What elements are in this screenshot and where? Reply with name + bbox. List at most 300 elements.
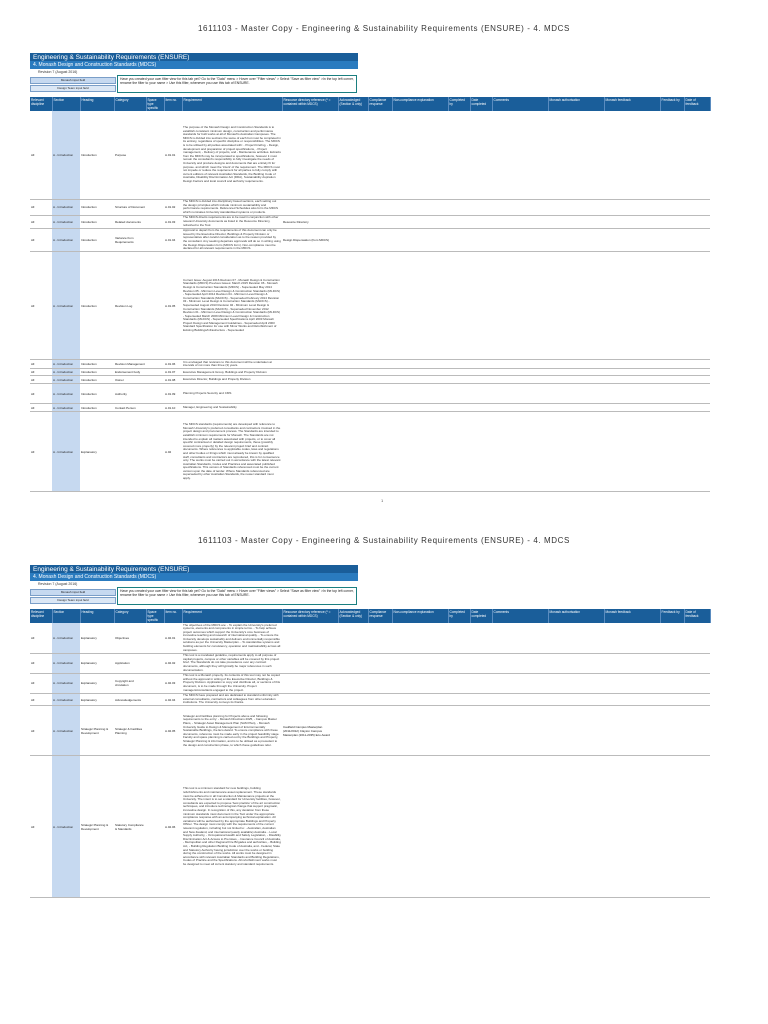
cell-heading[interactable]: Explanatory	[80, 653, 114, 673]
cell-disc[interactable]: All	[30, 384, 52, 404]
cell-empty[interactable]	[470, 706, 492, 756]
cell-empty[interactable]	[338, 404, 368, 412]
cell-empty[interactable]	[470, 199, 492, 215]
cell-item[interactable]: A.01.10	[164, 404, 182, 412]
cell-disc[interactable]: All	[30, 215, 52, 228]
cell-empty[interactable]	[392, 404, 448, 412]
cell-empty[interactable]	[604, 360, 660, 369]
cell-empty[interactable]	[684, 228, 710, 252]
cell-empty[interactable]	[392, 252, 448, 360]
cell-empty[interactable]	[684, 369, 710, 376]
cell-empty[interactable]	[392, 653, 448, 673]
column-header[interactable]: Non-compliance explanation	[392, 609, 448, 623]
cell-empty[interactable]	[548, 360, 604, 369]
cell-empty[interactable]	[448, 404, 470, 412]
column-header[interactable]: Heading	[80, 97, 114, 111]
cell-empty[interactable]	[492, 706, 548, 756]
cell-empty[interactable]	[492, 693, 548, 706]
cell-empty[interactable]	[548, 384, 604, 404]
cell-item[interactable]: A.02	[164, 412, 182, 492]
cell-category[interactable]: Structure of Document	[114, 199, 146, 215]
cell-empty[interactable]	[392, 412, 448, 492]
cell-empty[interactable]	[470, 673, 492, 693]
cell-empty[interactable]	[470, 404, 492, 412]
cell-empty[interactable]	[548, 706, 604, 756]
cell-res[interactable]	[282, 252, 338, 360]
cell-item[interactable]: A.02.02	[164, 653, 182, 673]
cell-res[interactable]	[282, 412, 338, 492]
cell-empty[interactable]	[684, 653, 710, 673]
cell-res[interactable]	[282, 384, 338, 404]
cell-req[interactable]: This tool is a Monash property. Its contents of this tool may not be copied without the approval in writing of the Executive Director, Buildings & Property Division. Application to copy and distribute all, or sections of this document, is to be made through the University. Project managers/consultants engaged to the project.	[183, 673, 281, 692]
cell-empty[interactable]	[368, 215, 392, 228]
cell-empty[interactable]	[492, 369, 548, 376]
cell-empty[interactable]	[470, 376, 492, 384]
cell-empty[interactable]	[660, 404, 684, 412]
cell-req[interactable]: Executive Director, Buildings and Property Division	[182, 376, 282, 384]
cell-res[interactable]	[282, 111, 338, 199]
cell-empty[interactable]	[392, 623, 448, 653]
cell-category[interactable]: Application	[114, 653, 146, 673]
cell-heading[interactable]: Explanatory	[80, 623, 114, 653]
cell-empty[interactable]	[684, 693, 710, 706]
cell-empty[interactable]	[548, 412, 604, 492]
cell-category[interactable]: Authority	[114, 384, 146, 404]
cell-req[interactable]: Planning Projects Security and CMS	[182, 384, 282, 404]
cell-req[interactable]: Strategic and facilities planning for Projects above and following requirements to the entry: - Monash Directions 2025, - Campus Master Plans, - Strategic Asset Management Plan (SAM Plan), - Monash University Guide to Design & Management of Environmentally Sustainable Buildings, the Eco Award. To ensure compliance with these documents, reference must be made early in the project feasibility stage. Faculty and space planning is carried out by the Buildings and Property, Strategic Planning & information, and is to be utilised as a precedent to the design and construction phase, to which these guidelines refer.	[182, 706, 282, 756]
cell-req[interactable]: The objectives of the MDCS are: - To explain the University's preferred systems, elements and components in simple terms. - To help achieve project outcomes which support the University's core business of innovative teaching and research of international quality. - To ensure the University develops sustainably and delivers environmentally responsible solutions as per the University Masterplan. - To standardise systems and building elements for consistency, operation and maintainability across all campuses.	[183, 623, 281, 652]
cell-empty[interactable]	[338, 384, 368, 404]
cell-empty[interactable]	[368, 653, 392, 673]
cell-req[interactable]: The MDCS have prepared and are dedicated to standard uniformity with external consultants, contractors and colleagues from other education institutions. The University conveys its thanks.	[182, 693, 282, 706]
cell-empty[interactable]	[338, 228, 368, 252]
cell-disc[interactable]: All	[30, 673, 52, 693]
cell-empty[interactable]	[146, 412, 164, 492]
column-header[interactable]: Section	[52, 609, 80, 623]
cell-empty[interactable]	[368, 706, 392, 756]
cell-empty[interactable]	[392, 706, 448, 756]
cell-empty[interactable]	[492, 756, 548, 898]
cell-res[interactable]: Resource Directory	[282, 215, 338, 228]
column-header[interactable]: Requirement	[182, 609, 282, 623]
cell-empty[interactable]	[146, 706, 164, 756]
cell-empty[interactable]	[604, 111, 660, 199]
cell-empty[interactable]	[448, 673, 470, 693]
column-header[interactable]: Compliance response	[368, 609, 392, 623]
cell-category[interactable]: Contact Person	[114, 404, 146, 412]
cell-empty[interactable]	[146, 673, 164, 693]
cell-empty[interactable]	[684, 384, 710, 404]
cell-empty[interactable]	[660, 252, 684, 360]
cell-empty[interactable]	[470, 252, 492, 360]
cell-empty[interactable]	[146, 228, 164, 252]
cell-item[interactable]: A.02.06	[164, 756, 182, 898]
cell-category[interactable]: Revision Management	[114, 360, 146, 369]
cell-heading[interactable]: Introduction	[80, 199, 114, 215]
cell-res[interactable]	[282, 653, 338, 673]
column-header[interactable]: Category	[114, 609, 146, 623]
cell-empty[interactable]	[146, 369, 164, 376]
cell-category[interactable]	[114, 412, 146, 492]
cell-req[interactable]: Approval to depart from the requirements of this document can only be issued by the Executive Director, Buildings & Property Division or representative after careful consideration as to the reason provided by the consultant. Any seeking departure approvals will do so in writing using the Design Dispensation form (MDCS form). Non-compliance must be declared for all relevant requirements in the MDCS.	[183, 228, 281, 251]
cell-res[interactable]	[282, 404, 338, 412]
cell-section[interactable]: A - Introduction	[52, 412, 80, 492]
cell-empty[interactable]	[604, 376, 660, 384]
cell-section[interactable]: A - Introduction	[52, 376, 80, 384]
cell-disc[interactable]: All	[30, 706, 52, 756]
cell-empty[interactable]	[470, 693, 492, 706]
column-header[interactable]: Completed by	[448, 97, 470, 111]
cell-empty[interactable]	[604, 199, 660, 215]
cell-empty[interactable]	[604, 653, 660, 673]
cell-res[interactable]	[282, 623, 338, 653]
cell-empty[interactable]	[548, 199, 604, 215]
cell-empty[interactable]	[146, 756, 164, 898]
cell-req[interactable]: This tool is a minimum standard for new buildings, building refurbishments and maintenance asset replacement. These standards must be adhered to in all Construction & Maintenance projects at the University. The intent is to set a standard for University facilities, however, consultants are expected to propose 'best practice' of the art construction techniques, and introduce technological change that support pragmatic, innovative design. In recognition of this, any deviation from these minimum standards must document in the Tool under the appropriate compliance response with an accompanying technical explanation. All variations will be authorised by the appropriate Buildings and Property Officer. The design must comply with the requirements of the current relevant regulation, including but not limited to: - Australian, Australian and New Zealand, and international (easily available) Australia. - Local Supply Authority, - Occupational Health and Safety Legislation, - Disability Discrimination Act & Access to Premises, - Insurance Council of Australia, - Metropolitan and other Regional Fire Brigades and authorities, - Building Act, - Building Regulation Building Code of Australia, and - Federal, State and Statutory Authority having jurisdiction over the works or building during the construction of the works. All works must be designed in accordance with relevant Australian Standards and Building Regulations, Codes of Practice and the Specifications. All refurbishment works must be designed to meet all current statutory and standard requirements.	[182, 756, 282, 898]
cell-req[interactable]: The purpose of the Monash Design and Construction Standards is to establish consistent minimum design, construction and performance standards for built works at all of Monash's Australian Campuses. The MDCS is divided into sections the same of each but must be completed in its entirety, regardless of specific discipline or responsibilities. The MDCS is to be utilised by all parties associated with: - Project briefing, - Design, development and preparation of project specifications, - Project management, - Delivery of projects, and - Maintenance activities. Extracts from the MDCS may be incorporated to specifications, however it must remain the consultant's responsibility to fully investigate the needs of University and produce designs and documents that are entirely fit for purpose. and which meet the 'intent' of the requirement. The MDCS must not impede or reduce the requirement for all parties to fully comply with current editions of relevant Australian Standards, the Building Code of Australia, Disability Discrimination Act (DDA), Sustainability Aspiration Design Factors and local council and authority requirements.	[182, 111, 282, 199]
cell-empty[interactable]	[470, 360, 492, 369]
column-header[interactable]: Item no.	[164, 609, 182, 623]
column-header[interactable]: Acknowledged (Section & only)	[338, 97, 368, 111]
cell-req[interactable]: The MDCS directs requirements are to be read in conjunction with other relevant University documents as listed in the Resource Directory, refreshed to the Tool.	[182, 215, 282, 228]
cell-disc[interactable]: All	[30, 199, 52, 215]
cell-empty[interactable]	[492, 623, 548, 653]
cell-item[interactable]: A.01.06	[164, 360, 182, 369]
cell-empty[interactable]	[604, 693, 660, 706]
table-row[interactable]	[30, 404, 710, 412]
cell-section[interactable]: A - Introduction	[52, 706, 80, 756]
cell-empty[interactable]	[604, 215, 660, 228]
cell-empty[interactable]	[604, 369, 660, 376]
cell-empty[interactable]	[146, 360, 164, 369]
cell-empty[interactable]	[146, 215, 164, 228]
cell-empty[interactable]	[338, 706, 368, 756]
cell-empty[interactable]	[660, 369, 684, 376]
cell-empty[interactable]	[684, 111, 710, 199]
cell-heading[interactable]: Strategic Planning & Development	[80, 706, 114, 756]
table-row[interactable]	[30, 693, 710, 706]
cell-empty[interactable]	[338, 693, 368, 706]
table-row[interactable]	[30, 215, 710, 228]
cell-empty[interactable]	[392, 111, 448, 199]
cell-empty[interactable]	[368, 623, 392, 653]
column-header[interactable]: Monash feedback	[604, 609, 660, 623]
cell-empty[interactable]	[492, 199, 548, 215]
cell-empty[interactable]	[146, 653, 164, 673]
cell-req[interactable]: Current Issue: August 2016 Revision 07 - Monash Design & Construction Standards (MDCS) Previous Issues: March 2015 Revision 06 - Monash Design & Construction Standards (MDCS) - Superseded May 2014 Revision 05 - Minimum Level Design & Construction Standards (MLDCS) - Superseded April 2014 Revision 04 - Minimum Level Design & Construction Standards (MLDCS) - Superseded February 2014 Revision 03 - Minimum Level Design & Construction Standards (MLDCS) - Superseded August 2013 Revision 02 - Minimum Level Design & Construction Standards (MLDCS) - Superseded November 2012 Revision 01 - Minimum Level Design & Construction Standards (MLDCS) - Superseded March 2009 Minimum Level Design & Construction Standards (MLDCS) - Superseded Specifications April 2003 Monash Project Design and Management Guidelines - Superseded April 2003 Standard Specification for use with Minor Works and Refurbishment of Existing Buildings/Infrastructure - Superseded	[182, 252, 282, 360]
cell-empty[interactable]	[448, 199, 470, 215]
cell-empty[interactable]	[448, 369, 470, 376]
cell-item[interactable]: A.01.04	[164, 228, 182, 252]
cell-section[interactable]: A - Introduction	[52, 215, 80, 228]
cell-section[interactable]: A - Introduction	[52, 199, 80, 215]
column-header[interactable]: Monash authorisation	[548, 97, 604, 111]
cell-empty[interactable]	[684, 376, 710, 384]
column-header[interactable]: Date of feedback	[684, 609, 710, 623]
cell-empty[interactable]	[448, 111, 470, 199]
cell-empty[interactable]	[448, 384, 470, 404]
cell-category[interactable]: Owner	[114, 376, 146, 384]
column-header[interactable]: Non-compliance explanation	[392, 97, 448, 111]
cell-empty[interactable]	[548, 228, 604, 252]
cell-empty[interactable]	[146, 623, 164, 653]
cell-empty[interactable]	[548, 252, 604, 360]
table-row[interactable]	[30, 756, 710, 898]
table-row[interactable]	[30, 369, 710, 376]
cell-empty[interactable]	[448, 412, 470, 492]
cell-empty[interactable]	[470, 384, 492, 404]
column-header[interactable]: Item no.	[164, 97, 182, 111]
cell-section[interactable]: A - Introduction	[52, 369, 80, 376]
column-header[interactable]: Compliance response	[368, 97, 392, 111]
cell-empty[interactable]	[660, 623, 684, 653]
cell-empty[interactable]	[448, 360, 470, 369]
cell-disc[interactable]: All	[30, 360, 52, 369]
cell-empty[interactable]	[392, 693, 448, 706]
cell-empty[interactable]	[448, 252, 470, 360]
cell-empty[interactable]	[470, 623, 492, 653]
table-row[interactable]	[30, 412, 710, 492]
cell-empty[interactable]	[146, 111, 164, 199]
column-header[interactable]: Date of feedback	[684, 97, 710, 111]
cell-empty[interactable]	[470, 111, 492, 199]
cell-section[interactable]: A - Introduction	[52, 623, 80, 653]
cell-section[interactable]: A - Introduction	[52, 756, 80, 898]
cell-item[interactable]: A.01.09	[164, 384, 182, 404]
cell-heading[interactable]: Introduction	[80, 228, 114, 252]
cell-empty[interactable]	[470, 215, 492, 228]
cell-disc[interactable]: All	[30, 369, 52, 376]
cell-empty[interactable]	[392, 228, 448, 252]
cell-empty[interactable]	[548, 376, 604, 384]
cell-empty[interactable]	[338, 369, 368, 376]
cell-item[interactable]: A.01.07	[164, 369, 182, 376]
table-row[interactable]	[30, 252, 710, 360]
cell-item[interactable]: A.02.05	[164, 706, 182, 756]
cell-empty[interactable]	[338, 111, 368, 199]
cell-section[interactable]: A - Introduction	[52, 673, 80, 693]
cell-empty[interactable]	[660, 756, 684, 898]
cell-disc[interactable]: All	[30, 623, 52, 653]
cell-empty[interactable]	[448, 228, 470, 252]
cell-empty[interactable]	[660, 693, 684, 706]
cell-empty[interactable]	[368, 228, 392, 252]
cell-disc[interactable]: All	[30, 228, 52, 252]
cell-category[interactable]: Purpose	[114, 111, 146, 199]
cell-category[interactable]: Endorsement body	[114, 369, 146, 376]
cell-item[interactable]: A.01.08	[164, 376, 182, 384]
cell-disc[interactable]: All	[30, 376, 52, 384]
cell-res[interactable]	[282, 360, 338, 369]
cell-empty[interactable]	[338, 252, 368, 360]
cell-disc[interactable]: All	[30, 412, 52, 492]
cell-item[interactable]: A.02.03	[164, 673, 182, 693]
cell-empty[interactable]	[684, 623, 710, 653]
cell-empty[interactable]	[684, 360, 710, 369]
column-header[interactable]: Completed by	[448, 609, 470, 623]
cell-empty[interactable]	[660, 384, 684, 404]
cell-empty[interactable]	[338, 199, 368, 215]
cell-item[interactable]: A.02.01	[164, 623, 182, 653]
column-header[interactable]: Space type specific	[146, 609, 164, 623]
cell-empty[interactable]	[548, 369, 604, 376]
cell-heading[interactable]: Introduction	[80, 376, 114, 384]
cell-empty[interactable]	[146, 384, 164, 404]
cell-empty[interactable]	[604, 384, 660, 404]
cell-empty[interactable]	[492, 111, 548, 199]
cell-empty[interactable]	[146, 693, 164, 706]
table-row[interactable]	[30, 706, 710, 756]
cell-empty[interactable]	[392, 673, 448, 693]
column-header[interactable]: Feedback by	[660, 609, 684, 623]
cell-empty[interactable]	[548, 673, 604, 693]
cell-empty[interactable]	[660, 228, 684, 252]
cell-section[interactable]: A - Introduction	[52, 228, 80, 252]
cell-heading[interactable]: Introduction	[80, 404, 114, 412]
cell-empty[interactable]	[548, 693, 604, 706]
cell-heading[interactable]: Explanatory	[80, 412, 114, 492]
cell-res[interactable]	[282, 376, 338, 384]
cell-disc[interactable]: All	[30, 653, 52, 673]
cell-empty[interactable]	[146, 376, 164, 384]
cell-empty[interactable]	[448, 623, 470, 653]
cell-empty[interactable]	[448, 215, 470, 228]
cell-req[interactable]: This tool is a mandated guideline, requirements apply to all purpose of capital projects, campus or other variables will be covered by this project brief. The Standards do not take precedence over any contract documents, although they will typically be major references in such documentation.	[182, 653, 282, 673]
cell-empty[interactable]	[338, 360, 368, 369]
cell-heading[interactable]: Introduction	[80, 360, 114, 369]
cell-empty[interactable]	[338, 412, 368, 492]
cell-req[interactable]: Manager, Engineering and Sustainability	[182, 404, 282, 412]
cell-empty[interactable]	[392, 360, 448, 369]
table-row[interactable]	[30, 623, 710, 653]
cell-empty[interactable]	[146, 404, 164, 412]
cell-empty[interactable]	[660, 376, 684, 384]
cell-req[interactable]: The MDCS standards (requirements) are developed with reference to Monash University's preferred consultants and contractors involved in the project design and procurement process. The Standards are intended to establish minimum requirements for Monash. The Standards are not intended to explain all matters associated with projects, or to cover all specific contractual or detailed design requirements, these (possibly covered more properly) by the relevant project brief and contract documents. Where references to applicable codes, laws and regulations and other bodies or things which must already be known by qualified staff, consultants and contractors are reproduced, this is for convenience only. The works must be carried out in accordance with the latest relevant Australian Standards, Codes and Practices and associated published specifications. This version of Standards referenced must be the current version upon the date of tender. Where Standards referenced are superseded by other Australian Standards, the newer standard must apply.	[182, 412, 282, 492]
cell-empty[interactable]	[368, 252, 392, 360]
cell-empty[interactable]	[338, 756, 368, 898]
cell-empty[interactable]	[684, 706, 710, 756]
cell-empty[interactable]	[548, 623, 604, 653]
cell-res[interactable]: Caulfield Campus Masterplan (2011/2012) Clayton Campus Masterplan (2011-2035) Eco Award	[282, 706, 338, 756]
cell-res[interactable]	[282, 369, 338, 376]
cell-item[interactable]: A.01.01	[164, 111, 182, 199]
cell-category[interactable]: Objectives	[114, 623, 146, 653]
cell-section[interactable]: A - Introduction	[52, 653, 80, 673]
cell-empty[interactable]	[392, 215, 448, 228]
cell-empty[interactable]	[338, 376, 368, 384]
column-header[interactable]: Acknowledged (Section & only)	[338, 609, 368, 623]
cell-empty[interactable]	[604, 623, 660, 653]
cell-empty[interactable]	[604, 412, 660, 492]
cell-empty[interactable]	[470, 369, 492, 376]
column-header[interactable]: Relevant discipline	[30, 609, 52, 623]
column-header[interactable]: Category	[114, 97, 146, 111]
cell-heading[interactable]: Introduction	[80, 215, 114, 228]
table-row[interactable]	[30, 384, 710, 404]
cell-heading[interactable]: Strategic Planning & Development	[80, 756, 114, 898]
cell-empty[interactable]	[448, 653, 470, 673]
cell-section[interactable]: A - Introduction	[52, 404, 80, 412]
cell-empty[interactable]	[448, 693, 470, 706]
table-row[interactable]	[30, 199, 710, 215]
table-row[interactable]	[30, 360, 710, 369]
cell-empty[interactable]	[660, 215, 684, 228]
cell-empty[interactable]	[604, 673, 660, 693]
cell-empty[interactable]	[684, 412, 710, 492]
cell-empty[interactable]	[368, 369, 392, 376]
cell-empty[interactable]	[368, 673, 392, 693]
cell-section[interactable]: A - Introduction	[52, 360, 80, 369]
cell-section[interactable]: A - Introduction	[52, 111, 80, 199]
cell-empty[interactable]	[492, 384, 548, 404]
cell-empty[interactable]	[338, 215, 368, 228]
cell-empty[interactable]	[338, 623, 368, 653]
cell-empty[interactable]	[368, 376, 392, 384]
cell-empty[interactable]	[338, 653, 368, 673]
cell-empty[interactable]	[604, 252, 660, 360]
cell-heading[interactable]: Explanatory	[80, 693, 114, 706]
cell-req[interactable]: The MDCS is divided into disciplinary based sections, each setting out the design principles which include minimum sustainability and performance requirements. Referenced Schedules also form the MDCS which nominates University standardised systems or products.	[182, 199, 282, 215]
cell-disc[interactable]: All	[30, 111, 52, 199]
column-header[interactable]: Requirement	[182, 97, 282, 111]
cell-disc[interactable]: All	[30, 404, 52, 412]
cell-empty[interactable]	[604, 756, 660, 898]
table-row[interactable]	[30, 673, 710, 693]
cell-category[interactable]: Revision Log	[114, 252, 146, 360]
cell-empty[interactable]	[368, 111, 392, 199]
cell-disc[interactable]: All	[30, 756, 52, 898]
column-header[interactable]: Date completed	[470, 97, 492, 111]
cell-empty[interactable]	[604, 404, 660, 412]
cell-empty[interactable]	[392, 376, 448, 384]
cell-empty[interactable]	[392, 199, 448, 215]
cell-heading[interactable]: Introduction	[80, 252, 114, 360]
cell-empty[interactable]	[660, 111, 684, 199]
cell-empty[interactable]	[392, 369, 448, 376]
cell-empty[interactable]	[660, 673, 684, 693]
cell-empty[interactable]	[368, 360, 392, 369]
cell-res[interactable]	[282, 673, 338, 693]
cell-res[interactable]	[282, 199, 338, 215]
cell-category[interactable]: Strategic & Facilities Planning	[114, 706, 146, 756]
cell-empty[interactable]	[660, 412, 684, 492]
cell-empty[interactable]	[684, 252, 710, 360]
cell-heading[interactable]: Explanatory	[80, 673, 114, 693]
cell-empty[interactable]	[548, 215, 604, 228]
cell-empty[interactable]	[660, 706, 684, 756]
cell-req[interactable]: It is envisaged that revisions to this document will be undertaken at intervals of not more than three (3) years.	[182, 360, 282, 369]
cell-heading[interactable]: Introduction	[80, 384, 114, 404]
cell-empty[interactable]	[338, 673, 368, 693]
column-header[interactable]: Section	[52, 97, 80, 111]
cell-empty[interactable]	[684, 756, 710, 898]
column-header[interactable]: Heading	[80, 609, 114, 623]
cell-empty[interactable]	[368, 693, 392, 706]
column-header[interactable]: Relevant discipline	[30, 97, 52, 111]
cell-empty[interactable]	[604, 706, 660, 756]
cell-empty[interactable]	[684, 404, 710, 412]
cell-empty[interactable]	[548, 756, 604, 898]
cell-empty[interactable]	[492, 376, 548, 384]
cell-empty[interactable]	[146, 252, 164, 360]
cell-category[interactable]: Variance from Requirements	[114, 228, 146, 252]
cell-item[interactable]: A.01.02	[164, 199, 182, 215]
cell-empty[interactable]	[492, 360, 548, 369]
cell-empty[interactable]	[470, 412, 492, 492]
cell-empty[interactable]	[368, 384, 392, 404]
cell-empty[interactable]	[604, 228, 660, 252]
cell-empty[interactable]	[368, 199, 392, 215]
